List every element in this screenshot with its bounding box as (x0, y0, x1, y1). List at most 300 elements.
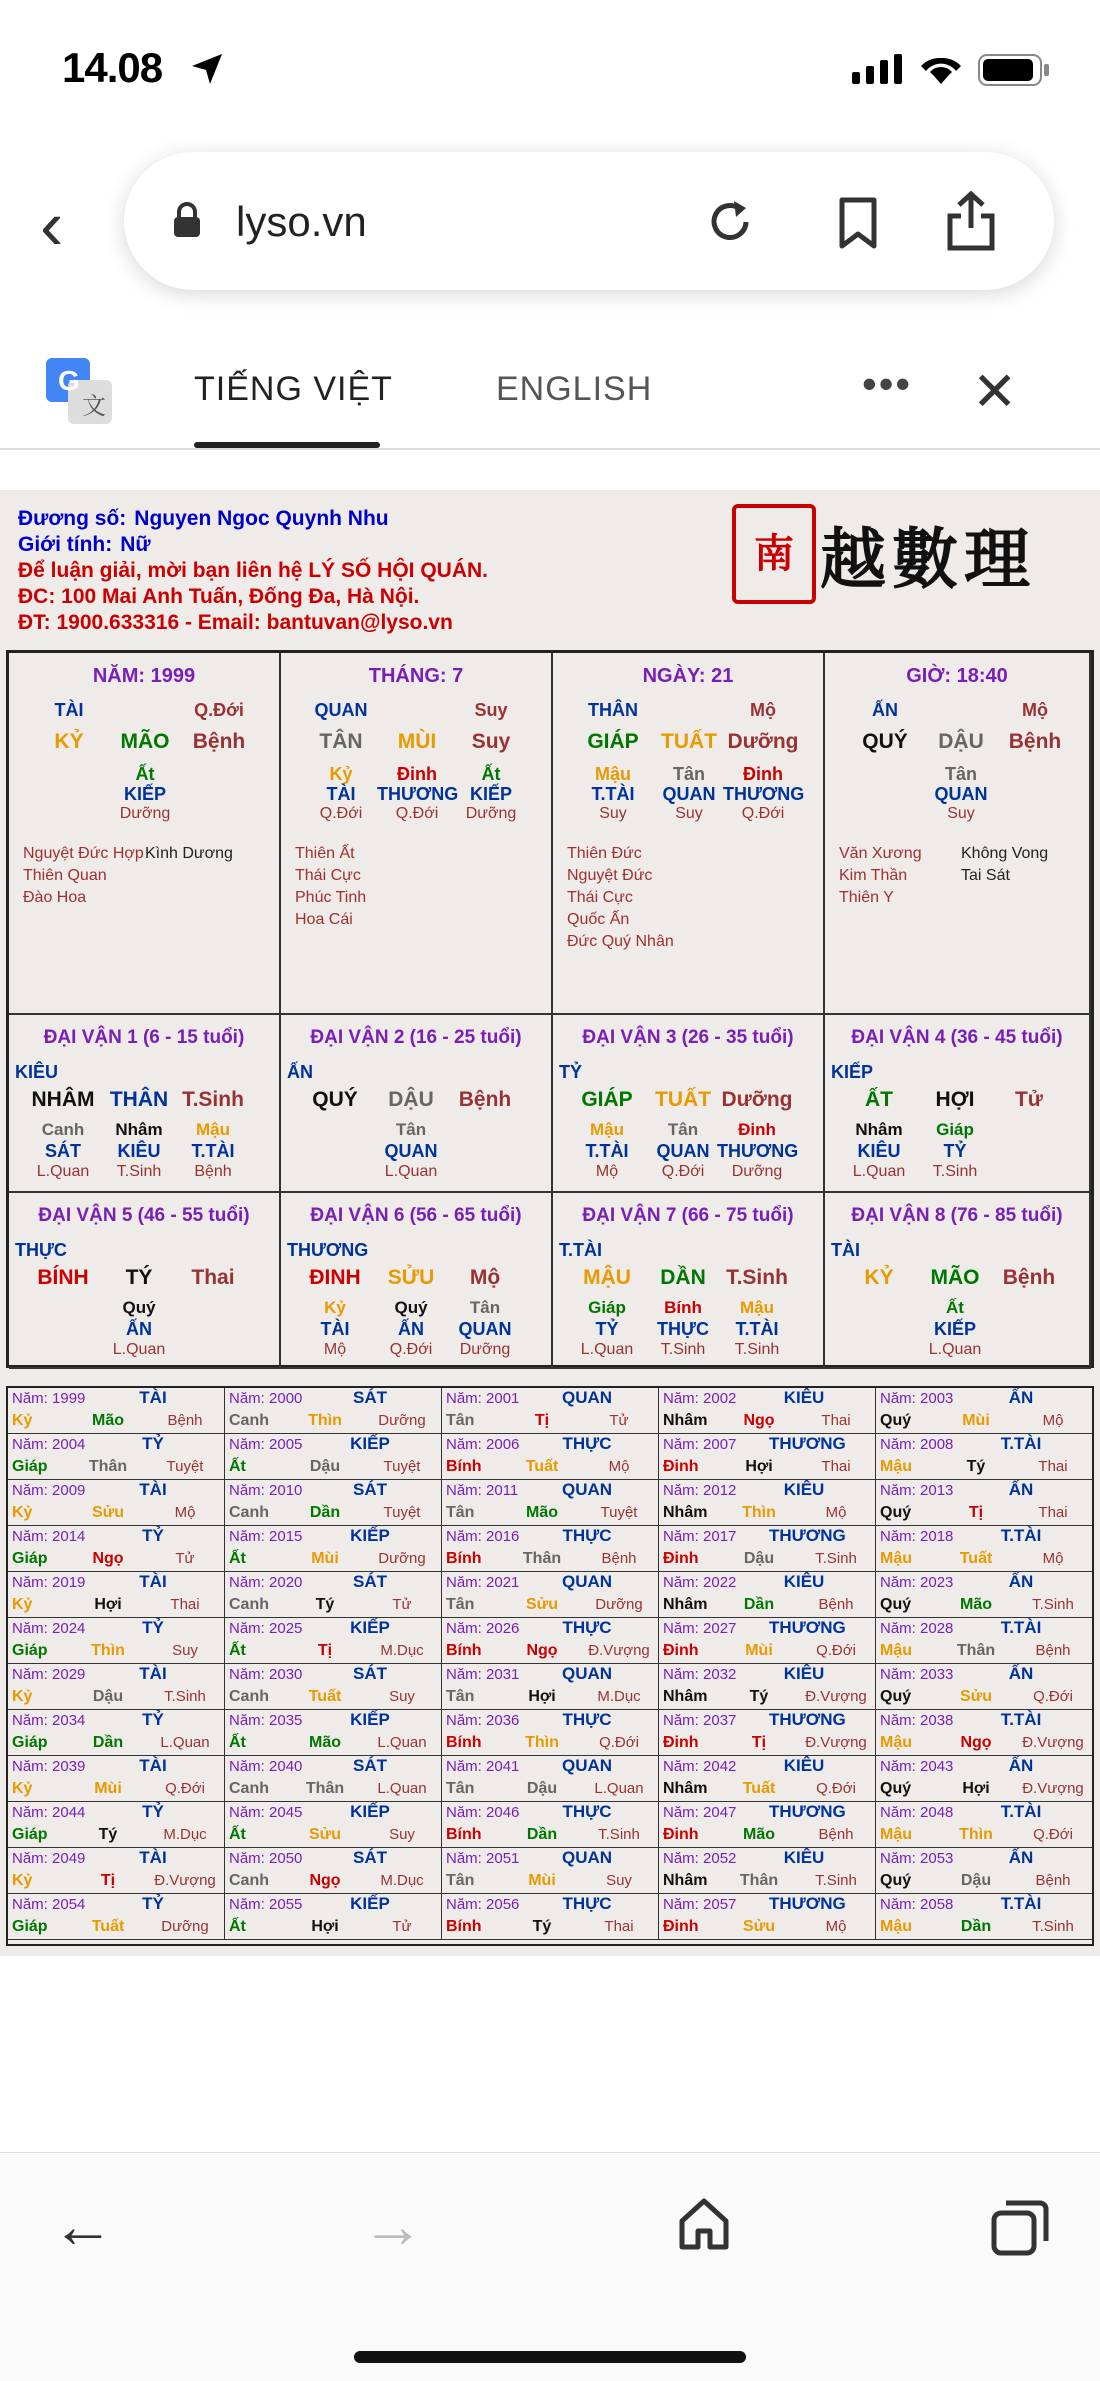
daivan-god: KIẾP (933, 1319, 976, 1339)
year-god: ẤN (1008, 1664, 1034, 1683)
daivan-stage: Q.Đới (661, 1163, 705, 1180)
star-item: Thiên Y (839, 889, 894, 906)
year-stem: Bính (446, 1734, 482, 1751)
pillar-mid: Đinh (397, 764, 437, 784)
daivan-god: ẤN (398, 1319, 424, 1339)
year-god: KIẾP (350, 1802, 390, 1821)
year-label: Năm: 2044 (12, 1804, 86, 1821)
daivan-god: KIÊU (857, 1141, 901, 1161)
year-label: Năm: 2008 (880, 1436, 954, 1453)
name-value: Nguyen Ngoc Quynh Nhu (134, 507, 389, 530)
pillar-top: QUAN (314, 700, 368, 720)
year-stage: Mộ (825, 1918, 847, 1935)
year-stage: M.Dục (380, 1642, 424, 1659)
year-stem: Đinh (663, 1458, 699, 1475)
daivan-hidden-stem: Nhâm (115, 1120, 163, 1139)
year-label: Năm: 2017 (663, 1528, 737, 1545)
pillar-can: Bệnh (192, 730, 246, 753)
year-branch: Ngọ (960, 1734, 992, 1751)
daivan-can: NHÂM (31, 1088, 95, 1111)
year-cell (876, 1802, 1092, 1848)
year-stage: Tuyệt (600, 1504, 638, 1521)
wifi-icon (918, 50, 964, 86)
year-branch: Hợi (528, 1688, 556, 1705)
year-branch: Thìn (91, 1642, 125, 1659)
daivan-title: ĐẠI VẬN 2 (16 - 25 tuổi) (310, 1027, 522, 1048)
year-god: TÀI (139, 1664, 167, 1683)
year-branch: Ngọ (92, 1550, 124, 1567)
pillar-mid2: THƯƠNG (377, 784, 459, 804)
year-stage: Tuyệt (383, 1458, 421, 1475)
year-branch: Sửu (959, 1688, 993, 1705)
year-stage: Tử (609, 1412, 629, 1429)
year-stage: Dưỡng (378, 1550, 426, 1567)
year-stage: Đ.Vượng (154, 1872, 216, 1889)
year-stem: Quý (880, 1872, 912, 1889)
tab-english[interactable]: ENGLISH (496, 370, 653, 408)
year-branch: Sửu (742, 1918, 776, 1935)
year-cell (442, 1572, 659, 1618)
year-god: TÀI (139, 1480, 167, 1499)
year-branch: Ngọ (309, 1872, 341, 1889)
year-branch: Tý (749, 1688, 769, 1705)
year-branch: Tị (534, 1412, 550, 1429)
year-branch: Tuất (742, 1780, 776, 1797)
year-label: Năm: 2014 (12, 1528, 86, 1545)
year-label: Năm: 2039 (12, 1758, 86, 1775)
year-stage: Đ.Vượng (1022, 1780, 1084, 1797)
daivan-can: Mộ (469, 1266, 501, 1289)
daivan-cell (553, 1193, 825, 1369)
year-branch: Ngọ (743, 1412, 775, 1429)
year-stem: Đinh (663, 1918, 699, 1935)
year-branch: Mùi (745, 1642, 773, 1659)
star-item: Phúc Tinh (295, 889, 367, 906)
year-cell (225, 1572, 442, 1618)
year-cell (225, 1894, 442, 1940)
year-label: Năm: 2025 (229, 1620, 303, 1637)
year-cell (659, 1480, 876, 1526)
year-stem: Kỷ (12, 1780, 33, 1797)
pillar-mid: Tân (672, 764, 705, 784)
year-label: Năm: 2024 (12, 1620, 86, 1637)
address-bar[interactable] (124, 152, 1054, 290)
pillar-sub: Q.Đới (319, 805, 363, 822)
close-icon[interactable]: ✕ (972, 362, 1018, 422)
year-god: ẤN (1008, 1480, 1034, 1499)
year-god: THỰC (562, 1894, 612, 1913)
year-stem: Kỷ (12, 1504, 33, 1521)
year-label: Năm: 2058 (880, 1896, 954, 1913)
year-stage: Bệnh (1035, 1872, 1071, 1889)
year-cell (876, 1710, 1092, 1756)
year-cell (659, 1572, 876, 1618)
daivan-hidden-stem: Giáp (588, 1298, 626, 1317)
daivan-hidden-stem: Đinh (738, 1120, 776, 1139)
daivan-cell (553, 1015, 825, 1193)
year-stage: T.Sinh (815, 1550, 857, 1567)
year-branch: Hợi (745, 1458, 773, 1475)
daivan-can: BÍNH (37, 1266, 89, 1289)
year-stage: Tử (175, 1550, 195, 1567)
pillar-sub: Suy (675, 805, 703, 822)
pillar-mid2: QUAN (934, 784, 988, 804)
daivan-stage: L.Quan (852, 1163, 906, 1180)
pillar-can: KỶ (54, 730, 84, 753)
year-god: T.TÀI (1000, 1710, 1042, 1729)
year-stem: Đinh (663, 1734, 699, 1751)
daivan-god: THỰC (657, 1319, 709, 1339)
year-stem: Nhâm (663, 1872, 708, 1889)
year-stem: Nhâm (663, 1780, 708, 1797)
pillar-title: NGÀY: 21 (642, 665, 734, 687)
year-label: Năm: 2022 (663, 1574, 737, 1591)
year-label: Năm: 2020 (229, 1574, 303, 1591)
year-god: THỰC (562, 1710, 612, 1729)
year-stem: Canh (229, 1412, 269, 1429)
year-stage: Tuyệt (166, 1458, 204, 1475)
yearly-table (6, 1386, 1094, 1946)
year-label: Năm: 2005 (229, 1436, 303, 1453)
year-label: Năm: 2031 (446, 1666, 520, 1683)
year-cell (442, 1388, 659, 1434)
daivan-god: QUAN (656, 1141, 710, 1161)
year-stage: Q.Đới (165, 1780, 205, 1797)
year-stem: Tân (446, 1780, 475, 1797)
year-branch: Dậu (309, 1458, 341, 1475)
year-branch: Thìn (308, 1412, 342, 1429)
daivan-stage: Mộ (323, 1341, 347, 1358)
year-stem: Ất (229, 1734, 246, 1751)
year-god: TÀI (139, 1756, 167, 1775)
year-label: Năm: 2055 (229, 1896, 303, 1913)
pillar-mid: Ất (481, 764, 501, 784)
year-branch: Tý (98, 1826, 118, 1843)
year-label: Năm: 2038 (880, 1712, 954, 1729)
daivan-top: TÀI (831, 1240, 860, 1260)
daivan-stage: L.Quan (384, 1163, 438, 1180)
year-cell (8, 1388, 225, 1434)
year-god: SÁT (353, 1572, 387, 1591)
daivan-cell (281, 1193, 553, 1369)
pillar-sub: Dưỡng (465, 805, 517, 822)
pillar-mid2: T.TÀI (591, 784, 635, 804)
year-god: SÁT (353, 1756, 387, 1775)
daivan-title: ĐẠI VẬN 4 (36 - 45 tuổi) (851, 1027, 1063, 1048)
address-line: ĐC: 100 Mai Anh Tuấn, Đống Đa, Hà Nội. (18, 585, 420, 608)
year-god: TÀI (139, 1572, 167, 1591)
daivan-can: MÃO (930, 1266, 980, 1289)
daivan-top: ẤN (287, 1062, 313, 1082)
year-god: KIÊU (783, 1572, 825, 1591)
star-item: Không Vong (961, 845, 1049, 862)
pillar-top: Mộ (1022, 700, 1048, 720)
year-stage: Dưỡng (595, 1596, 643, 1613)
year-branch: Thân (739, 1872, 779, 1889)
daivan-can: MẬU (583, 1266, 631, 1289)
name-label: Đương số: (18, 507, 127, 530)
year-stem: Bính (446, 1550, 482, 1567)
year-god: THƯƠNG (769, 1710, 846, 1729)
pillar-can: Bệnh (1008, 730, 1062, 753)
daivan-cell (281, 1015, 553, 1193)
year-label: Năm: 2056 (446, 1896, 520, 1913)
year-god: KIÊU (783, 1388, 825, 1407)
year-label: Năm: 2012 (663, 1482, 737, 1499)
year-stage: Q.Đới (1033, 1826, 1073, 1843)
year-stage: T.Sinh (164, 1688, 206, 1705)
year-god: T.TÀI (1000, 1618, 1042, 1637)
pillar-mid: Mậu (595, 764, 631, 784)
lock-icon (172, 202, 202, 238)
year-label: Năm: 2000 (229, 1390, 303, 1407)
year-cell (225, 1434, 442, 1480)
year-stage: T.Sinh (815, 1872, 857, 1889)
star-item: Quốc Ấn (567, 911, 630, 928)
bookmark-icon[interactable] (836, 196, 880, 250)
daivan-god: SÁT (45, 1141, 81, 1161)
pillar-mid: Kỷ (329, 764, 353, 784)
year-branch: Thân (305, 1780, 345, 1797)
star-item: Tai Sát (961, 867, 1010, 884)
year-cell (442, 1664, 659, 1710)
daivan-hidden-stem: Giáp (936, 1120, 974, 1139)
daivan-hidden-stem: Quý (394, 1298, 428, 1317)
year-stage: Dưỡng (161, 1918, 209, 1935)
year-branch: Thân (956, 1642, 996, 1659)
year-stage: Mộ (825, 1504, 847, 1521)
contact-line: Để luận giải, mời bạn liên hệ LÝ SỐ HỘI QUÁN. (18, 559, 488, 582)
pillar-can: DẬU (938, 730, 984, 753)
year-god: ẤN (1008, 1572, 1034, 1591)
year-stem: Mậu (880, 1642, 912, 1659)
daivan-can: Dưỡng (721, 1088, 793, 1111)
pillar-can: QUÝ (862, 730, 908, 753)
year-stage: T.Sinh (1032, 1918, 1074, 1935)
year-cell (876, 1480, 1092, 1526)
daivan-hidden-stem: Canh (41, 1120, 85, 1139)
pillar-cell (825, 653, 1091, 1015)
daivan-stage: Q.Đới (389, 1341, 433, 1358)
year-cell (442, 1802, 659, 1848)
year-cell (876, 1618, 1092, 1664)
red-seal-stamp: 南 (732, 504, 816, 604)
year-cell (876, 1848, 1092, 1894)
location-arrow-icon (190, 52, 224, 86)
daivan-can: DẦN (660, 1266, 706, 1289)
pillar-can: MÃO (120, 730, 170, 753)
year-god: THỰC (562, 1434, 612, 1453)
year-stem: Quý (880, 1596, 912, 1613)
google-translate-icon[interactable] (46, 358, 112, 424)
forward-arrow-icon[interactable]: → (362, 2192, 424, 2261)
daivan-stage: L.Quan (928, 1341, 982, 1358)
year-label: Năm: 2051 (446, 1850, 520, 1867)
year-god: THƯƠNG (769, 1802, 846, 1821)
year-god: SÁT (353, 1848, 387, 1867)
daivan-god: T.TÀI (585, 1141, 629, 1161)
year-cell (442, 1756, 659, 1802)
year-label: Năm: 2053 (880, 1850, 954, 1867)
home-icon[interactable] (678, 2197, 730, 2251)
year-stem: Đinh (663, 1550, 699, 1567)
year-label: Năm: 2007 (663, 1436, 737, 1453)
year-god: THỰC (562, 1526, 612, 1545)
year-label: Năm: 2016 (446, 1528, 520, 1545)
pillar-top: THÂN (588, 700, 638, 720)
daivan-title: ĐẠI VẬN 8 (76 - 85 tuổi) (851, 1205, 1063, 1226)
year-label: Năm: 2046 (446, 1804, 520, 1821)
tabs-icon[interactable] (990, 2199, 1050, 2257)
daivan-title: ĐẠI VẬN 5 (46 - 55 tuổi) (38, 1205, 250, 1226)
svg-text:G: G (58, 365, 80, 396)
pillar-sub: Dưỡng (119, 805, 171, 822)
daivan-can: GIÁP (581, 1088, 633, 1111)
year-stage: Tuyệt (383, 1504, 421, 1521)
year-cell (659, 1756, 876, 1802)
year-god: KIÊU (783, 1848, 825, 1867)
daivan-hidden-stem: Mậu (196, 1120, 230, 1139)
year-branch: Sửu (308, 1826, 342, 1843)
year-label: Năm: 2034 (12, 1712, 86, 1729)
year-label: Năm: 2047 (663, 1804, 737, 1821)
year-stem: Quý (880, 1504, 912, 1521)
year-stage: L.Quan (160, 1734, 210, 1751)
year-stage: Đ.Vượng (1022, 1734, 1084, 1751)
year-branch: Thân (522, 1550, 562, 1567)
year-god: SÁT (353, 1664, 387, 1683)
year-branch: Hợi (311, 1918, 339, 1935)
year-cell (8, 1480, 225, 1526)
year-stage: Thai (821, 1458, 851, 1475)
year-branch: Tý (966, 1458, 986, 1475)
more-icon[interactable]: ••• (862, 360, 913, 407)
daivan-top: KIẾP (831, 1062, 874, 1082)
year-branch: Thìn (525, 1734, 559, 1751)
year-stem: Giáp (12, 1826, 48, 1843)
year-cell (659, 1848, 876, 1894)
year-stage: Mộ (1042, 1412, 1064, 1429)
year-stem: Mậu (880, 1826, 912, 1843)
year-stem: Canh (229, 1688, 269, 1705)
horoscope-chart (0, 490, 1100, 1956)
pillar-top: Mộ (750, 700, 776, 720)
year-branch: Dậu (743, 1550, 775, 1567)
year-god: T.TÀI (1000, 1894, 1042, 1913)
daivan-top: TỶ (559, 1062, 583, 1082)
pillar-can: MÙI (397, 730, 437, 753)
share-icon[interactable] (944, 190, 998, 252)
daivan-god: QUAN (458, 1319, 512, 1339)
browser-bottom-bar (0, 2152, 1100, 2381)
year-cell (8, 1802, 225, 1848)
year-cell (876, 1756, 1092, 1802)
year-god: ẤN (1008, 1388, 1034, 1407)
year-cell (8, 1572, 225, 1618)
year-stem: Nhâm (663, 1412, 708, 1429)
year-stem: Đinh (663, 1642, 699, 1659)
daivan-hidden-stem: Mậu (590, 1120, 624, 1139)
year-stem: Giáp (12, 1458, 48, 1475)
star-item: Đào Hoa (23, 889, 87, 906)
year-branch: Mùi (528, 1872, 556, 1889)
year-stem: Kỷ (12, 1412, 33, 1429)
daivan-cell (9, 1193, 281, 1369)
back-arrow-icon[interactable]: ← (52, 2192, 114, 2261)
daivan-title: ĐẠI VẬN 3 (26 - 35 tuổi) (582, 1027, 794, 1048)
daivan-stage: L.Quan (580, 1341, 634, 1358)
year-god: ẤN (1008, 1756, 1034, 1775)
pillar-mid: Tân (944, 764, 977, 784)
year-cell (8, 1710, 225, 1756)
pillar-top: ẤN (872, 700, 898, 720)
daivan-god: KIÊU (117, 1141, 161, 1161)
year-stage: Dưỡng (378, 1412, 426, 1429)
year-label: Năm: 2045 (229, 1804, 303, 1821)
year-stem: Canh (229, 1596, 269, 1613)
year-label: Năm: 2015 (229, 1528, 303, 1545)
year-cell (225, 1480, 442, 1526)
chevron-left-icon[interactable]: ‹ (40, 186, 64, 264)
browser-toolbar (0, 140, 1100, 300)
pillar-title: THÁNG: 7 (368, 665, 464, 687)
year-stem: Mậu (880, 1458, 912, 1475)
year-branch: Tuất (91, 1918, 125, 1935)
year-stage: Suy (606, 1872, 632, 1889)
pillar-mid2: TÀI (326, 784, 356, 804)
daivan-top: T.TÀI (559, 1240, 602, 1260)
year-stem: Mậu (880, 1734, 912, 1751)
year-branch: Tuất (308, 1688, 342, 1705)
year-god: KIẾP (350, 1894, 390, 1913)
pillar-title: NĂM: 1999 (92, 665, 196, 687)
tab-vietnamese[interactable]: TIẾNG VIỆT (194, 370, 393, 408)
year-stem: Kỷ (12, 1872, 33, 1889)
year-stem: Giáp (12, 1918, 48, 1935)
year-stage: Thai (1038, 1458, 1068, 1475)
daivan-hidden-stem: Kỷ (324, 1298, 346, 1317)
year-branch: Dậu (92, 1688, 124, 1705)
year-branch: Tị (317, 1642, 333, 1659)
year-stem: Tân (446, 1688, 475, 1705)
star-item: Thiên Đức (567, 845, 642, 862)
year-stage: Suy (389, 1688, 415, 1705)
year-stem: Bính (446, 1826, 482, 1843)
year-branch: Ngọ (526, 1642, 558, 1659)
year-stem: Bính (446, 1458, 482, 1475)
year-label: Năm: 2018 (880, 1528, 954, 1545)
year-cell (659, 1388, 876, 1434)
year-branch: Hợi (94, 1596, 122, 1613)
year-god: QUAN (561, 1572, 613, 1591)
year-stage: Q.Đới (816, 1642, 856, 1659)
url-text[interactable]: lyso.vn (236, 198, 367, 245)
pillar-sub: Q.Đới (741, 805, 785, 822)
year-cell (659, 1664, 876, 1710)
year-god: THỰC (562, 1618, 612, 1637)
year-stage: Thai (170, 1596, 200, 1613)
year-stem: Mậu (880, 1918, 912, 1935)
daivan-can: DẬU (388, 1088, 434, 1111)
year-god: TỶ (142, 1434, 164, 1453)
year-branch: Mão (526, 1504, 558, 1521)
star-item: Văn Xương (839, 845, 922, 862)
year-cell (442, 1480, 659, 1526)
year-stem: Giáp (12, 1734, 48, 1751)
reload-icon[interactable] (704, 196, 756, 248)
year-branch: Tuất (959, 1550, 993, 1567)
pillar-top: Q.Đới (194, 700, 244, 720)
